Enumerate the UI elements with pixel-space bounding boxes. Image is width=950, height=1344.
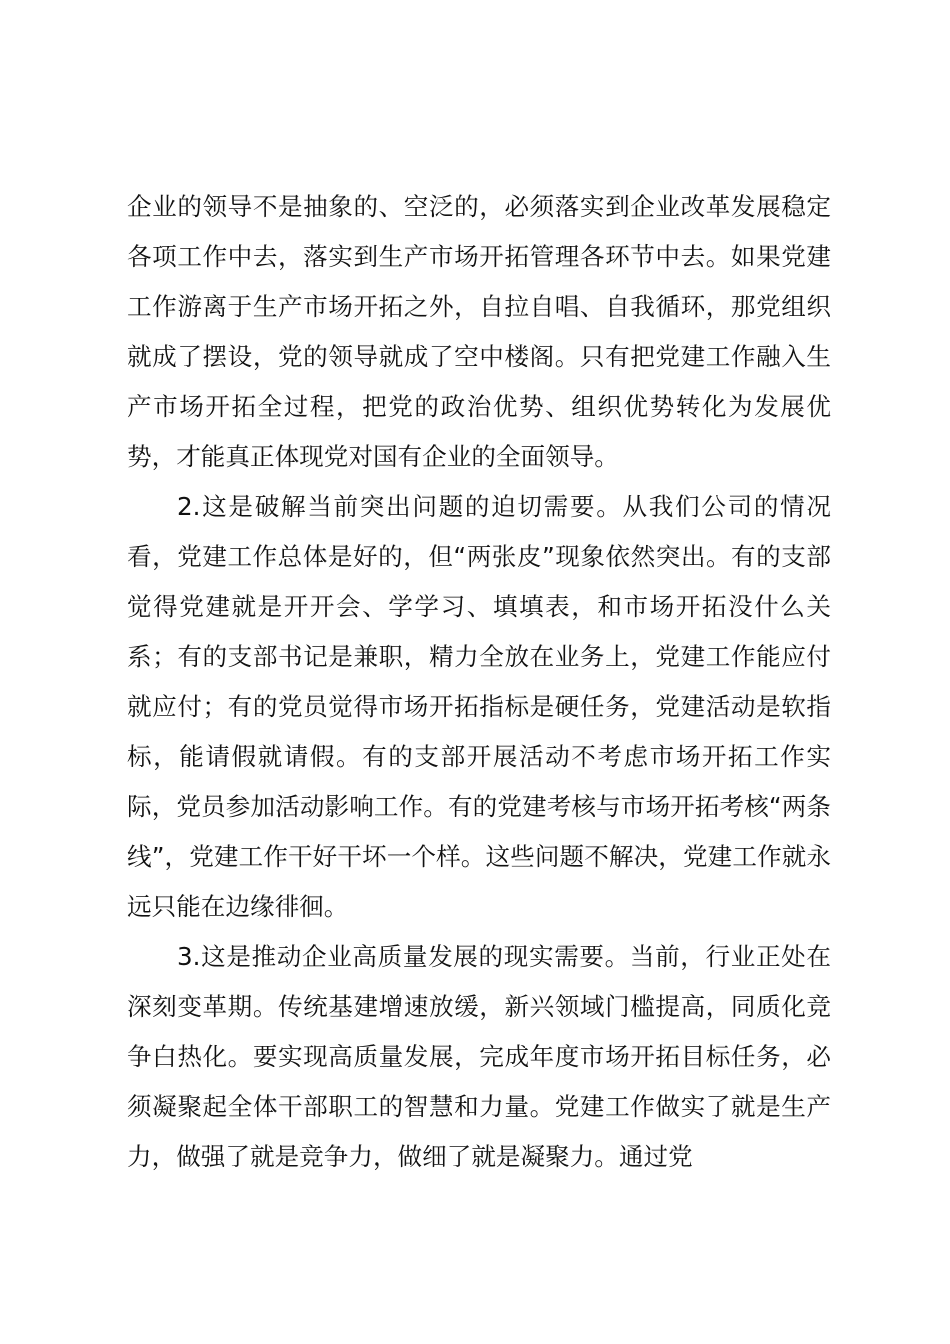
paragraph-3: 3.这是推动企业高质量发展的现实需要。当前，行业正处在深刻变革期。传统基建增速放缓，新兴领域门槛提高，同质化竞争白热化。要实现高质量发展，完成年度市场开拓目标任务，必须凝聚起全体干部职工的智慧和力量。党建工作做实了就是生产力，做强了就是竞争力，做细了就是凝聚力。通过党 bbox=[127, 942, 831, 1171]
paragraph-2: 2.这是破解当前突出问题的迫切需要。从我们公司的情况看，党建工作总体是好的，但“两张皮”现象依然突出。有的支部觉得党建就是开开会、学学习、填填表，和市场开拓没什么关系；有的支部书记是兼职，精力全放在业务上，党建工作能应付就应付；有的党员觉得市场开拓指标是硬任务，党建活动是软指标，能请假就请假。有的支部开展活动不考虑市场开拓工作实际，党员参加活动影响工作。有的党建考核与市场开拓考核“两条线”，党建工作干好干坏一个样。这些问题不解决，党建工作就永远只能在边缘徘徊。 bbox=[127, 492, 831, 921]
document-body bbox=[127, 182, 831, 1182]
paragraph-1: 企业的领导不是抽象的、空泛的，必须落实到企业改革发展稳定各项工作中去，落实到生产市场开拓管理各环节中去。如果党建工作游离于生产市场开拓之外，自拉自唱、自我循环，那党组织就成了摆设，党的领导就成了空中楼阁。只有把党建工作融入生产市场开拓全过程，把党的政治优势、组织优势转化为发展优势，才能真正体现党对国有企业的全面领导。 bbox=[127, 192, 831, 471]
